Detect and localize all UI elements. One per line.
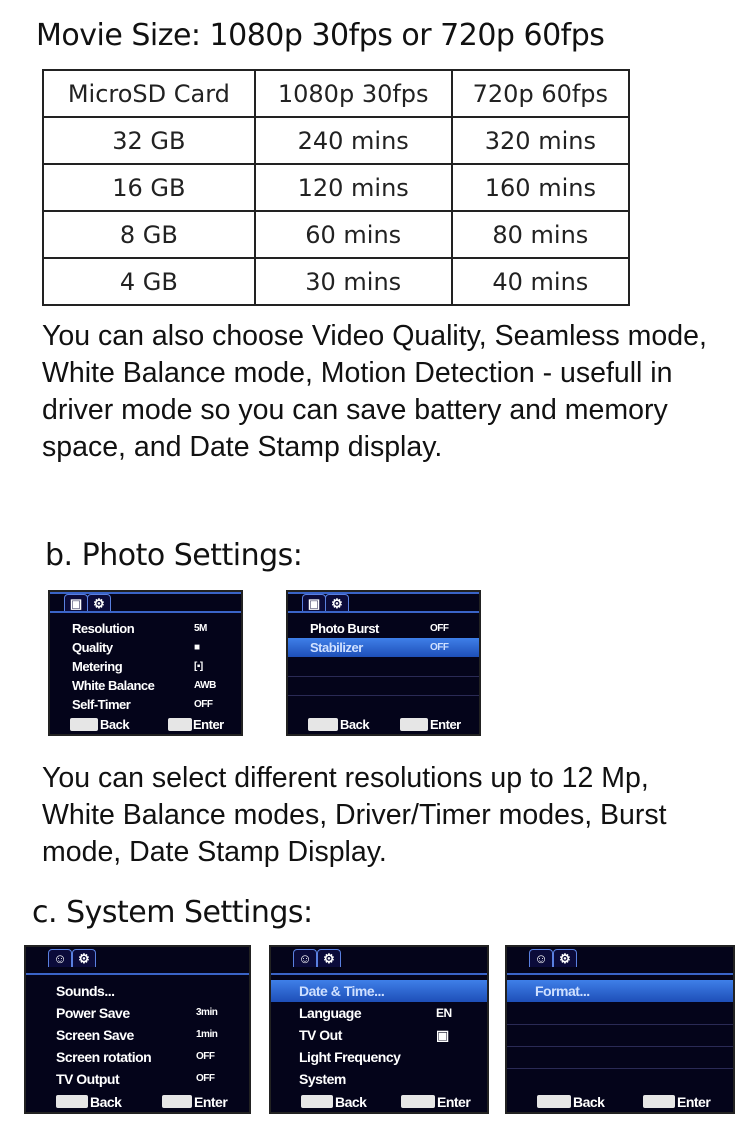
menu-item[interactable]: TV Out ▣ bbox=[299, 1027, 449, 1043]
divider bbox=[507, 973, 733, 975]
menu-item[interactable]: TV Output OFF bbox=[56, 1071, 215, 1087]
menu-item[interactable]: Sounds... bbox=[56, 983, 115, 999]
back-label[interactable]: Back bbox=[335, 1094, 367, 1110]
settings-tab-icon[interactable]: ⚙ bbox=[325, 594, 349, 612]
table-cell: 16 GB bbox=[43, 164, 255, 211]
settings-tab-icon[interactable]: ⚙ bbox=[87, 594, 111, 612]
menu-item-selected[interactable]: Format... bbox=[507, 980, 733, 1002]
movie-size-heading: Movie Size: 1080p 30fps or 720p 60fps bbox=[36, 18, 605, 53]
enter-key-icon[interactable] bbox=[162, 1095, 192, 1108]
divider bbox=[288, 676, 479, 677]
table-cell: 80 mins bbox=[452, 211, 629, 258]
menu-item[interactable]: Language EN bbox=[299, 1005, 452, 1021]
table-row bbox=[43, 258, 629, 305]
back-label[interactable]: Back bbox=[100, 717, 130, 732]
divider bbox=[50, 611, 241, 613]
camera-tab-icon[interactable]: ▣ bbox=[64, 594, 88, 612]
screen-footer bbox=[507, 1092, 733, 1112]
microsd-recording-table bbox=[42, 69, 630, 306]
divider bbox=[507, 1068, 733, 1069]
table-cell: 60 mins bbox=[255, 211, 452, 258]
system-settings-screen-2 bbox=[269, 945, 489, 1114]
menu-item-selected[interactable]: Date & Time... bbox=[271, 980, 487, 1002]
menu-item[interactable]: Screen rotation OFF bbox=[56, 1049, 215, 1065]
divider bbox=[26, 973, 249, 975]
camera-tab-icon[interactable]: ▣ bbox=[302, 594, 326, 612]
menu-item[interactable]: White Balance AWB bbox=[72, 678, 216, 693]
enter-label[interactable]: Enter bbox=[437, 1094, 471, 1110]
table-cell: 30 mins bbox=[255, 258, 452, 305]
menu-item[interactable]: Screen Save 1min bbox=[56, 1027, 218, 1043]
divider bbox=[271, 973, 487, 975]
table-row bbox=[43, 117, 629, 164]
menu-item-selected[interactable]: Stabilizer OFF bbox=[288, 638, 479, 657]
screen-footer bbox=[26, 1092, 249, 1112]
enter-key-icon[interactable] bbox=[168, 718, 192, 731]
photo-settings-screen-2 bbox=[286, 590, 481, 736]
person-tab-icon[interactable]: ☺ bbox=[293, 949, 317, 967]
back-key-icon[interactable] bbox=[308, 718, 338, 731]
table-cell: 32 GB bbox=[43, 117, 255, 164]
back-label[interactable]: Back bbox=[90, 1094, 122, 1110]
enter-key-icon[interactable] bbox=[401, 1095, 435, 1108]
table-cell: 8 GB bbox=[43, 211, 255, 258]
video-options-paragraph: You can also choose Video Quality, Seamless mode, White Balance mode, Motion Detection - usefull in driver mode so you can save battery and memory space, and Date Stamp display. bbox=[42, 320, 707, 463]
enter-label[interactable]: Enter bbox=[194, 1094, 228, 1110]
table-row bbox=[43, 164, 629, 211]
system-settings-screen-3 bbox=[505, 945, 735, 1114]
menu-item[interactable]: Power Save 3min bbox=[56, 1005, 218, 1021]
header-cell: 720p 60fps bbox=[452, 70, 629, 117]
table-cell: 120 mins bbox=[255, 164, 452, 211]
table-cell: 160 mins bbox=[452, 164, 629, 211]
settings-tab-icon[interactable]: ⚙ bbox=[72, 949, 96, 967]
system-settings-heading: c. System Settings: bbox=[32, 895, 313, 930]
table-cell: 320 mins bbox=[452, 117, 629, 164]
divider bbox=[288, 695, 479, 696]
settings-tab-icon[interactable]: ⚙ bbox=[553, 949, 577, 967]
header-cell: MicroSD Card bbox=[43, 70, 255, 117]
person-tab-icon[interactable]: ☺ bbox=[48, 949, 72, 967]
enter-label[interactable]: Enter bbox=[430, 717, 461, 732]
table-header-row bbox=[43, 70, 629, 117]
menu-item[interactable]: Self-Timer OFF bbox=[72, 697, 213, 712]
enter-label[interactable]: Enter bbox=[677, 1094, 711, 1110]
header-cell: 1080p 30fps bbox=[255, 70, 452, 117]
photo-options-paragraph: You can select different resolutions up to 12 Mp, White Balance modes, Driver/Timer modes, Burst mode, Date Stamp Display. bbox=[42, 762, 667, 868]
table-cell: 40 mins bbox=[452, 258, 629, 305]
table-row bbox=[43, 211, 629, 258]
back-key-icon[interactable] bbox=[56, 1095, 88, 1108]
screen-footer bbox=[288, 715, 479, 734]
table-cell: 240 mins bbox=[255, 117, 452, 164]
menu-item[interactable]: System bbox=[299, 1071, 346, 1087]
divider bbox=[288, 611, 479, 613]
back-label[interactable]: Back bbox=[573, 1094, 605, 1110]
enter-label[interactable]: Enter bbox=[193, 717, 224, 732]
screen-footer bbox=[271, 1092, 487, 1112]
menu-item[interactable]: Quality ■ bbox=[72, 640, 200, 655]
enter-key-icon[interactable] bbox=[643, 1095, 675, 1108]
divider bbox=[507, 1024, 733, 1025]
menu-item[interactable]: Light Frequency bbox=[299, 1049, 401, 1065]
person-tab-icon[interactable]: ☺ bbox=[529, 949, 553, 967]
settings-tab-icon[interactable]: ⚙ bbox=[317, 949, 341, 967]
menu-item[interactable]: Photo Burst OFF bbox=[310, 621, 449, 636]
photo-settings-heading: b. Photo Settings: bbox=[45, 538, 303, 573]
enter-key-icon[interactable] bbox=[400, 718, 428, 731]
menu-item[interactable]: Resolution 5M bbox=[72, 621, 207, 636]
table-cell: 4 GB bbox=[43, 258, 255, 305]
back-key-icon[interactable] bbox=[301, 1095, 333, 1108]
system-settings-screen-1 bbox=[24, 945, 251, 1114]
menu-item[interactable]: Metering [▪] bbox=[72, 659, 203, 674]
divider bbox=[507, 1046, 733, 1047]
photo-settings-screen-1 bbox=[48, 590, 243, 736]
back-key-icon[interactable] bbox=[70, 718, 98, 731]
back-key-icon[interactable] bbox=[537, 1095, 571, 1108]
screen-footer bbox=[50, 715, 241, 734]
back-label[interactable]: Back bbox=[340, 717, 370, 732]
